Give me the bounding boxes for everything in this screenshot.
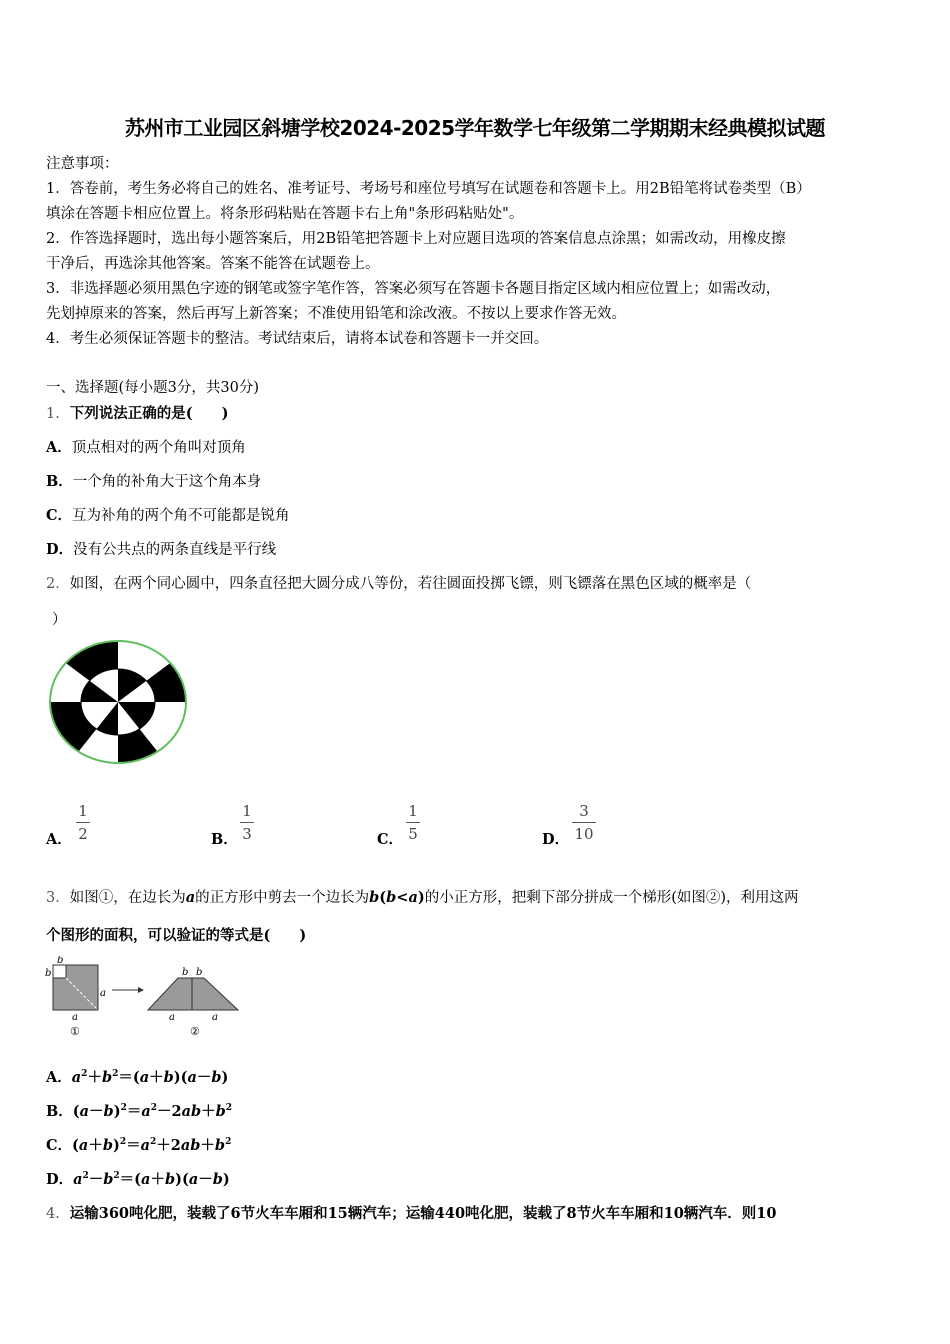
question-3: 3．如图①，在边长为a的正方形中剪去一个边长为b(b<a)的小正方形，把剩下部分拼成一个梯形(如图②)，利用这两 bbox=[46, 889, 799, 906]
notice-line: 1．答卷前，考生务必将自己的姓名、准考证号、考场号和座位号填写在试题卷和答题卡上。用2B铅笔将试卷类型（B） bbox=[46, 181, 811, 197]
label-b-trap-right: b bbox=[196, 967, 203, 978]
option-d: D．$a^2-b^2=(a+b)(a-b)$ bbox=[46, 1171, 230, 1188]
option-d: D．没有公共点的两条直线是平行线 bbox=[46, 541, 277, 558]
question-number: 2． bbox=[46, 576, 70, 592]
option-a: A．顶点相对的两个角叫对顶角 bbox=[46, 439, 246, 456]
option-d: D． bbox=[542, 831, 570, 848]
option-b: B．$(a-b)^2=a^2-2ab+b^2$ bbox=[46, 1103, 233, 1120]
question-stem-line2: 个图形的面积，可以验证的等式是( ) bbox=[46, 927, 307, 944]
figure-1-label: ① bbox=[70, 1025, 80, 1038]
question-stem: 下列说法正确的是( ) bbox=[69, 405, 229, 422]
label-b-trap-left: b bbox=[182, 967, 189, 978]
question-stem-end: ） bbox=[52, 612, 67, 628]
square-trapezoid-figure bbox=[42, 956, 247, 1040]
fraction-d: 3 10 bbox=[572, 802, 596, 843]
section-heading: 一、选择题(每小题3分，共30分) bbox=[46, 380, 259, 396]
notice-line: 干净后，再选涂其他答案。答案不能答在试题卷上。 bbox=[46, 256, 380, 272]
fraction-b: 1 3 bbox=[240, 802, 254, 843]
concentric-circles-figure bbox=[48, 640, 190, 766]
notice-heading: 注意事项： bbox=[46, 156, 119, 172]
label-a-right: a bbox=[100, 988, 106, 999]
notice-line: 2．作答选择题时，选出每小题答案后，用2B铅笔把答题卡上对应题目选项的答案信息点涂黑；如需改动，用橡皮擦 bbox=[46, 231, 786, 247]
figure-2-label: ② bbox=[190, 1025, 200, 1038]
notice-line: 3．非选择题必须用黑色字迹的钢笔或签字笔作答，答案必须写在答题卡各题目指定区域内相应位置上；如需改动， bbox=[46, 281, 781, 297]
notice-line: 先划掉原来的答案，然后再写上新答案；不准使用铅笔和涂改液。不按以上要求作答无效。 bbox=[46, 306, 626, 322]
option-a: A．$a^2+b^2=(a+b)(a-b)$ bbox=[46, 1069, 229, 1086]
option-a: A． bbox=[46, 831, 72, 848]
question-2 bbox=[46, 572, 751, 593]
notice-line: 4．考生必须保证答题卡的整洁。考试结束后，请将本试卷和答题卡一并交回。 bbox=[46, 331, 549, 347]
notice-line: 填涂在答题卡相应位置上。将条形码粘贴在答题卡右上角"条形码粘贴处"。 bbox=[46, 206, 524, 222]
label-a-bottom: a bbox=[72, 1012, 78, 1023]
option-c: C． bbox=[377, 831, 404, 848]
option-b: B．一个角的补角大于这个角本身 bbox=[46, 473, 262, 490]
question-number: 1． bbox=[46, 406, 70, 422]
question-4: 4．运输360吨化肥，装载了6节火车车厢和15辆汽车；运输440吨化肥，装载了8节火车车厢和10辆汽车．则10 bbox=[46, 1205, 777, 1222]
label-a-trap-left: a bbox=[169, 1012, 175, 1023]
page-title: 苏州市工业园区斜塘学校2024-2025学年数学七年级第二学期期末经典模拟试题 bbox=[124, 116, 826, 140]
question-1 bbox=[46, 402, 228, 423]
fraction-a: 1 2 bbox=[76, 802, 90, 843]
label-b-top: b bbox=[57, 956, 64, 966]
label-b-left: b bbox=[45, 968, 52, 979]
label-a-trap-right: a bbox=[212, 1012, 218, 1023]
option-c: C．互为补角的两个角不可能都是锐角 bbox=[46, 507, 290, 524]
option-c: C．$(a+b)^2=a^2+2ab+b^2$ bbox=[46, 1137, 232, 1154]
option-b: B． bbox=[211, 831, 238, 848]
fraction-c: 1 5 bbox=[406, 802, 420, 843]
question-stem: 如图，在两个同心圆中，四条直径把大圆分成八等份，若往圆面投掷飞镖，则飞镖落在黑色区域的概率是（ bbox=[69, 576, 752, 592]
